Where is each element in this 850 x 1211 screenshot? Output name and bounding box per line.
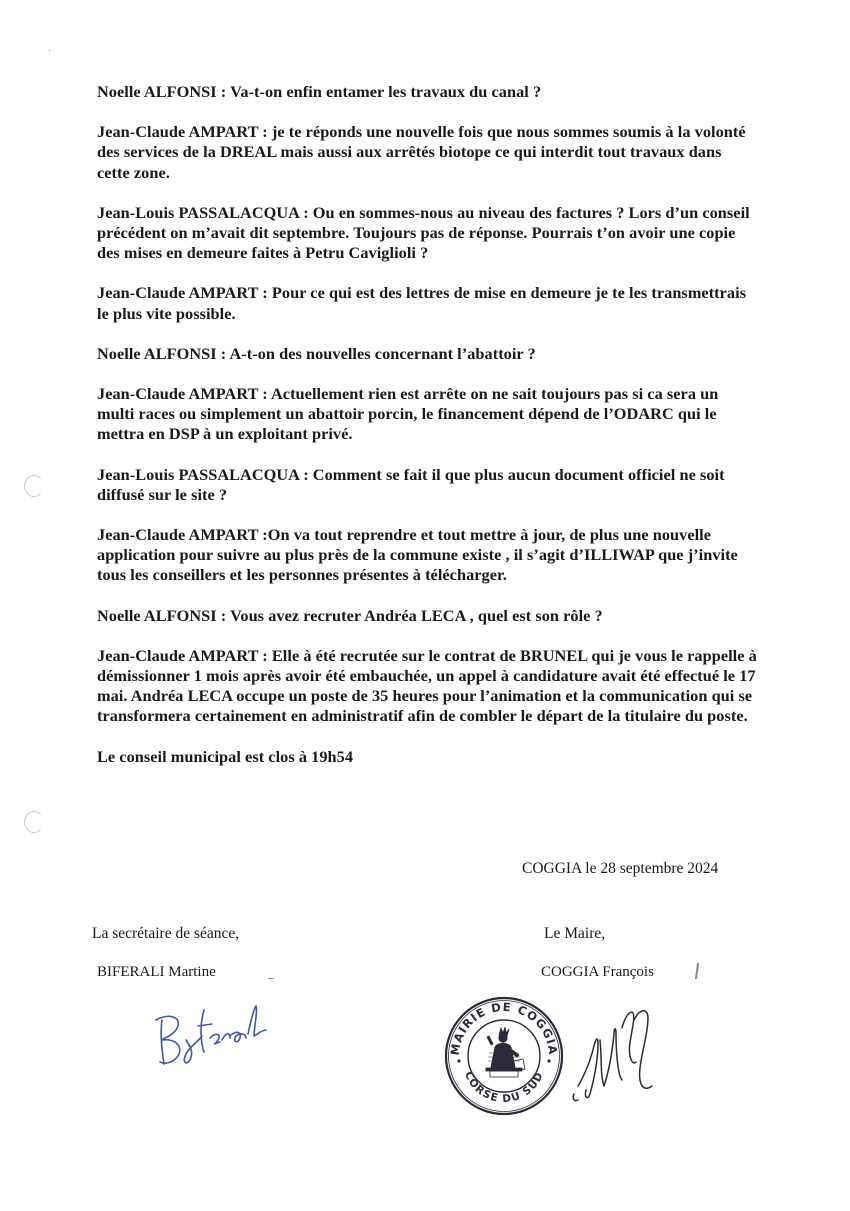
minutes-paragraph [97, 203, 757, 264]
minutes-paragraph [97, 646, 757, 727]
minutes-paragraph [97, 122, 757, 183]
speaker-name: Noelle ALFONSI [97, 605, 217, 625]
speaker-statement: : Comment se fait il que plus aucun document officiel ne soit diffusé sur le site ? [97, 464, 725, 504]
scan-speck: ˎ [48, 41, 52, 52]
place-and-date: COGGIA le 28 septembre 2024 [522, 860, 719, 877]
speaker-statement: : Actuellement rien est arrête on ne sait toujours pas si ca sera un multi races ou simplement un abattoir porcin, le financement dépend de l’ODARC qui le mettra en DSP à un exploitant privé. [97, 384, 719, 444]
speaker-statement: : Vous avez recruter Andréa LECA , quel est son rôle ? [216, 605, 603, 625]
speaker-statement: :On va tout reprendre et tout mettre à jour, de plus une nouvelle application pour suivre au plus près de la commune existe , il s’agit d’ILLIWAP que j’invite tous les conseillers et les personnes présentes à télécharger. [97, 525, 738, 585]
svg-text:CORSE DU SUD: CORSE DU SUD [461, 1069, 547, 1106]
speaker-name: Jean-Claude AMPART [97, 283, 259, 303]
stray-dash-mark [268, 978, 274, 979]
mairie-stamp [443, 995, 565, 1117]
closing-statement: Le conseil municipal est clos à 19h54 [97, 746, 354, 766]
punch-hole-mark [24, 811, 44, 833]
speaker-statement: : A-t-on des nouvelles concernant l’abattoir ? [216, 343, 536, 363]
mayor-signature [570, 990, 670, 1105]
speaker-statement: : Elle à été recrutée sur le contrat de BRUNEL qui je vous le rappelle à démissionner 1 mois après avoir été embauchée, un appel à candidature avait été effectué le 17 mai. Andréa LECA occupe un poste de 35 heures pour l’animation et la communication qui se transformera certainement en administratif afin de combler le départ de la titulaire du poste. [97, 645, 757, 726]
speaker-statement: : Va-t-on enfin entamer les travaux du canal ? [216, 82, 542, 101]
secretary-signature [150, 990, 270, 1070]
minutes-paragraph [97, 283, 757, 323]
svg-text:MAIRIE DE COGGIA: MAIRIE DE COGGIA [447, 999, 561, 1057]
speaker-name: Jean-Claude AMPART [97, 645, 259, 665]
speaker-name: Noelle ALFONSI [97, 343, 217, 363]
speaker-statement: : Pour ce qui est des lettres de mise en demeure je te les transmettrais le plus vite possible. [97, 283, 747, 323]
speaker-name: Noelle ALFONSI [97, 82, 217, 101]
speaker-statement: : je te réponds une nouvelle fois que nous sommes soumis à la volonté des services de la DREAL mais aussi aux arrêtés biotope ce qui interdit tout travaux dans cette zone. [97, 122, 746, 182]
speaker-name: Jean-Claude AMPART [97, 384, 259, 404]
speaker-name: Jean-Louis PASSALACQUA [97, 464, 300, 484]
minutes-paragraph [97, 465, 757, 505]
speaker-name: Jean-Louis PASSALACQUA [97, 202, 300, 222]
speaker-name: Jean-Claude AMPART [97, 525, 259, 545]
minutes-paragraph [97, 606, 757, 626]
stray-tick-mark [695, 963, 699, 979]
secretary-role: La secrétaire de séance, [92, 925, 240, 942]
speaker-name: Jean-Claude AMPART [97, 122, 259, 142]
minutes-paragraph [97, 384, 757, 445]
secretary-name: BIFERALI Martine [97, 964, 216, 980]
mayor-name: COGGIA François [541, 964, 654, 980]
minutes-paragraph [97, 344, 757, 364]
mayor-role: Le Maire, [544, 925, 606, 942]
punch-hole-mark [24, 475, 44, 497]
minutes-paragraph [97, 525, 757, 586]
minutes-paragraph [97, 82, 757, 102]
speaker-statement: : Ou en sommes-nous au niveau des factures ? Lors d’un conseil précédent on m’avait dit septembre. Toujours pas de réponse. Pourrais t’on avoir une copie des mises en demeure faites à Petru Caviglioli ? [97, 202, 750, 263]
minutes-body [97, 82, 757, 767]
